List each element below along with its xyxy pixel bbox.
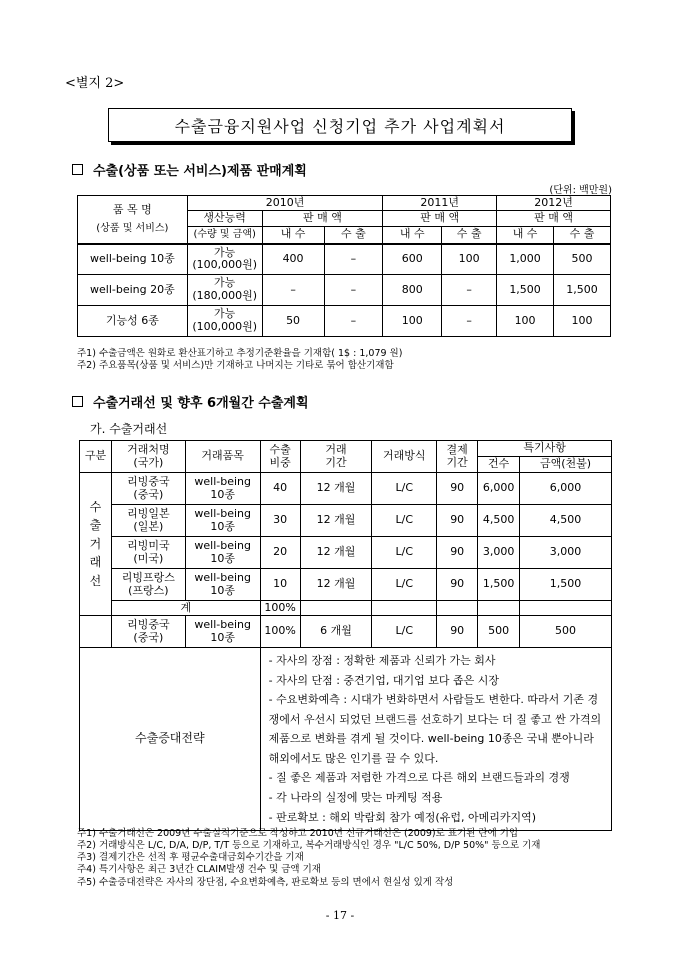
strategy-label: 수출증대전략 [80, 648, 261, 831]
partner-country: (프랑스) [128, 583, 169, 597]
partner-header [111, 441, 185, 473]
section-1-heading [72, 160, 307, 179]
capacity-sub-header: (수량 및 금액) [187, 227, 262, 244]
row-item: 기능성 6종 [78, 306, 188, 337]
cell: 100 [383, 306, 442, 337]
partner-name: 리빙미국 [127, 538, 170, 552]
cell: 500 [554, 244, 611, 275]
capacity-status: 가능 [214, 307, 236, 321]
cell: 20 [260, 537, 300, 569]
cell: L/C [372, 505, 437, 537]
note-line: 주2) 거래방식은 L/C, D/A, D/P, T/T 등으로 기재하고, 복수거래방식인 경우 "L/C 50%, D/P 50%" 등으로 기재 [77, 840, 541, 852]
partner-country: (중국) [133, 630, 164, 644]
strategy-line: - 판로확보 : 해외 박람회 참가 예정(유럽, 아메리카지역) [268, 810, 536, 824]
cell: – [262, 275, 324, 306]
partner-header-sub: (국가) [133, 455, 164, 469]
cell: 12 개월 [300, 505, 372, 537]
annex-label: <별지 2> [65, 76, 125, 91]
item-name: well-being [194, 474, 251, 488]
year-2012-header: 2012년 [497, 196, 611, 211]
table-row [80, 505, 612, 537]
settlement-header-line1: 결제 [446, 442, 468, 456]
note-line: 주1) 수출금액은 원화로 환산표기하고 추정기준환율을 기재함( 1$ : 1,079 원) [77, 348, 403, 359]
cell: L/C [372, 473, 437, 505]
partner-cell [111, 537, 185, 569]
partner-country: (미국) [133, 551, 164, 565]
cell: 500 [520, 616, 612, 648]
export-partner-table [79, 440, 612, 831]
note-line: 주3) 결제기간은 선적 후 평균수출대금회수기간을 기재 [77, 852, 304, 864]
domestic-header-2012: 내 수 [497, 227, 554, 244]
square-bullet-icon [72, 396, 83, 407]
section-1-heading-text: 수출(상품 또는 서비스)제품 판매계획 [93, 164, 307, 179]
section-2-notes [77, 828, 540, 889]
row-item: well-being 20종 [78, 275, 188, 306]
period-header-line2: 기간 [325, 455, 347, 469]
strategy-line: - 자사의 단점 : 중견기업, 대기업 보다 좁은 시장 [268, 673, 500, 687]
page-number: - 17 - [325, 909, 355, 922]
cell [478, 601, 520, 616]
table-row [80, 537, 612, 569]
count-header: 건수 [478, 457, 520, 473]
strategy-line: - 수요변화예측 : 시대가 변화하면서 사람들도 변한다. 따라서 기존 경쟁에서 우선시 되었던 브랜드를 선호하기 보다는 더 질 좋고 싼 가격의 제품으로 변화를 겪게 될 것이다. well-being 10종은 국내 뿐아니라 해외에서도 많은 인기를 끌 수 있다. [268, 693, 602, 765]
note-line: 주5) 수출증대전략은 자사의 장단점, 수요변화예측, 판로확보 등의 면에서 현실성 있게 작성 [77, 876, 454, 888]
cell: 1,000 [497, 244, 554, 275]
sales-header-2011: 판 매 액 [383, 211, 497, 227]
cell: L/C [372, 569, 437, 601]
domestic-header-2011: 내 수 [383, 227, 442, 244]
sales-plan-table [77, 195, 611, 337]
section-1-notes [77, 348, 402, 372]
division-export-partner [80, 473, 112, 616]
capacity-status: 가능 [214, 276, 236, 290]
cell: 12 개월 [300, 569, 372, 601]
item-name: well-being [194, 538, 251, 552]
cell: – [324, 275, 383, 306]
cell: 90 [437, 505, 478, 537]
division-char: 선 [89, 573, 102, 588]
item-cell [185, 537, 260, 569]
cell: 600 [383, 244, 442, 275]
ratio-header [260, 441, 300, 473]
partner-name: 리빙일본 [127, 506, 170, 520]
ratio-header-line1: 수출 [269, 442, 291, 456]
cell: 400 [262, 244, 324, 275]
cell: L/C [372, 537, 437, 569]
item-name: well-being [194, 506, 251, 520]
period-header [300, 441, 372, 473]
row-capacity [187, 275, 262, 306]
settlement-header-line2: 기간 [446, 455, 468, 469]
cell: 3,000 [520, 537, 612, 569]
strategy-line: - 각 나라의 실정에 맞는 마케팅 적용 [268, 791, 443, 805]
item-name: well-being [194, 570, 251, 584]
item-cell [185, 569, 260, 601]
table-row [78, 244, 611, 275]
square-bullet-icon [72, 164, 83, 175]
item-name: well-being [194, 617, 251, 631]
item-cell [185, 616, 260, 648]
strategy-content [260, 648, 611, 831]
cell [437, 601, 478, 616]
cell: 6,000 [520, 473, 612, 505]
item-header: 거래품목 [185, 441, 260, 473]
capacity-status: 가능 [214, 245, 236, 259]
year-2011-header: 2011년 [383, 196, 497, 211]
item-cell [185, 473, 260, 505]
cell: 50 [262, 306, 324, 337]
capacity-price: (100,000원) [192, 258, 258, 272]
cell: 100% [260, 616, 300, 648]
page-title: 수출금융지원사업 신청기업 추가 사업계획서 [108, 108, 572, 142]
strategy-line: - 질 좋은 제품과 저렴한 가격으로 다른 해외 브랜드들과의 경쟁 [268, 771, 570, 785]
cell: 30 [260, 505, 300, 537]
strategy-row [80, 648, 612, 831]
section-2-subtitle: 가. 수출거래선 [90, 422, 168, 436]
partner-country: (중국) [133, 487, 164, 501]
partner-cell [111, 569, 185, 601]
cell [372, 601, 437, 616]
cell: – [442, 275, 497, 306]
cell: 500 [478, 616, 520, 648]
partner-cell [111, 505, 185, 537]
item-count: 10종 [210, 487, 235, 501]
table-row [78, 306, 611, 337]
sales-header-2012: 판 매 액 [497, 211, 611, 227]
division-char: 수 [89, 499, 102, 514]
division-char: 거 [89, 536, 102, 551]
division-char: 출 [89, 518, 102, 533]
cell [520, 601, 612, 616]
partner-name: 리빙중국 [127, 474, 170, 488]
cell: 800 [383, 275, 442, 306]
cell [300, 601, 372, 616]
partner-cell [111, 616, 185, 648]
item-count: 10종 [210, 519, 235, 533]
amount-header: 금액(천불) [520, 457, 612, 473]
cell: 1,500 [497, 275, 554, 306]
table-row [80, 616, 612, 648]
cell: 4,500 [520, 505, 612, 537]
cell: 1,500 [478, 569, 520, 601]
item-header-label: 품 목 명 [112, 203, 152, 217]
cell: 90 [437, 473, 478, 505]
total-row [80, 601, 612, 616]
row-item: well-being 10종 [78, 244, 188, 275]
note-line: 주1) 수출거래선은 2009년 수출실적기준으로 작성하고 2010년 신규거래선은 (2009)로 표기된 란에 기입 [77, 828, 519, 839]
note-line: 주2) 주요품목(상품 및 서비스)만 기재하고 나머지는 기타로 묶어 합산기재함 [77, 360, 394, 372]
sales-header-2010: 판 매 액 [262, 211, 383, 227]
division-header: 구분 [80, 441, 112, 473]
cell: 90 [437, 616, 478, 648]
cell: – [442, 306, 497, 337]
unit-label: (단위: 백만원) [549, 185, 612, 196]
cell: 3,000 [478, 537, 520, 569]
special-header: 특기사항 [478, 441, 612, 457]
strategy-line: - 자사의 장점 : 정확한 제품과 신뢰가 가는 회사 [268, 654, 496, 667]
year-2010-header: 2010년 [187, 196, 383, 211]
partner-header-label: 거래처명 [127, 442, 170, 456]
export-header-2010: 수 출 [324, 227, 383, 244]
capacity-header: 생산능력 [187, 211, 262, 227]
item-count: 10종 [210, 583, 235, 597]
cell: 6 개월 [300, 616, 372, 648]
cell [80, 616, 112, 648]
cell: 100 [554, 306, 611, 337]
partner-cell [111, 473, 185, 505]
partner-name: 리빙중국 [127, 617, 170, 631]
domestic-header-2010: 내 수 [262, 227, 324, 244]
item-count: 10종 [210, 630, 235, 644]
cell: 100 [497, 306, 554, 337]
cell: 90 [437, 569, 478, 601]
item-header-sub: (상품 및 서비스) [96, 222, 169, 234]
cell: – [324, 244, 383, 275]
period-header-line1: 거래 [325, 442, 347, 456]
table-row [80, 569, 612, 601]
partner-name: 리빙프랑스 [121, 570, 175, 584]
capacity-price: (100,000원) [192, 320, 258, 333]
ratio-header-line2: 비중 [269, 455, 291, 469]
table-row [80, 473, 612, 505]
item-cell [185, 505, 260, 537]
cell: 100 [442, 244, 497, 275]
row-capacity [187, 244, 262, 275]
export-header-2011: 수 출 [442, 227, 497, 244]
method-header: 거래방식 [372, 441, 437, 473]
item-count: 10종 [210, 551, 235, 565]
note-line: 주4) 특기사항은 최근 3년간 CLAIM발생 건수 및 금액 기재 [77, 864, 321, 876]
division-char: 래 [89, 555, 102, 570]
cell: L/C [372, 616, 437, 648]
total-ratio: 100% [260, 601, 300, 616]
cell: 10 [260, 569, 300, 601]
cell: 12 개월 [300, 537, 372, 569]
export-header-2012: 수 출 [554, 227, 611, 244]
total-label: 계 [111, 601, 260, 616]
capacity-price: (180,000원) [192, 289, 258, 302]
table-row [78, 275, 611, 306]
cell: – [324, 306, 383, 337]
cell: 1,500 [554, 275, 611, 306]
section-2-heading [72, 392, 309, 411]
settlement-header [437, 441, 478, 473]
cell: 90 [437, 537, 478, 569]
cell: 1,500 [520, 569, 612, 601]
partner-country: (일본) [133, 519, 164, 533]
section-2-heading-text: 수출거래선 및 향후 6개월간 수출계획 [93, 396, 309, 411]
cell: 12 개월 [300, 473, 372, 505]
cell: 40 [260, 473, 300, 505]
item-header [78, 196, 188, 244]
row-capacity [187, 306, 262, 337]
cell: 6,000 [478, 473, 520, 505]
cell: 4,500 [478, 505, 520, 537]
